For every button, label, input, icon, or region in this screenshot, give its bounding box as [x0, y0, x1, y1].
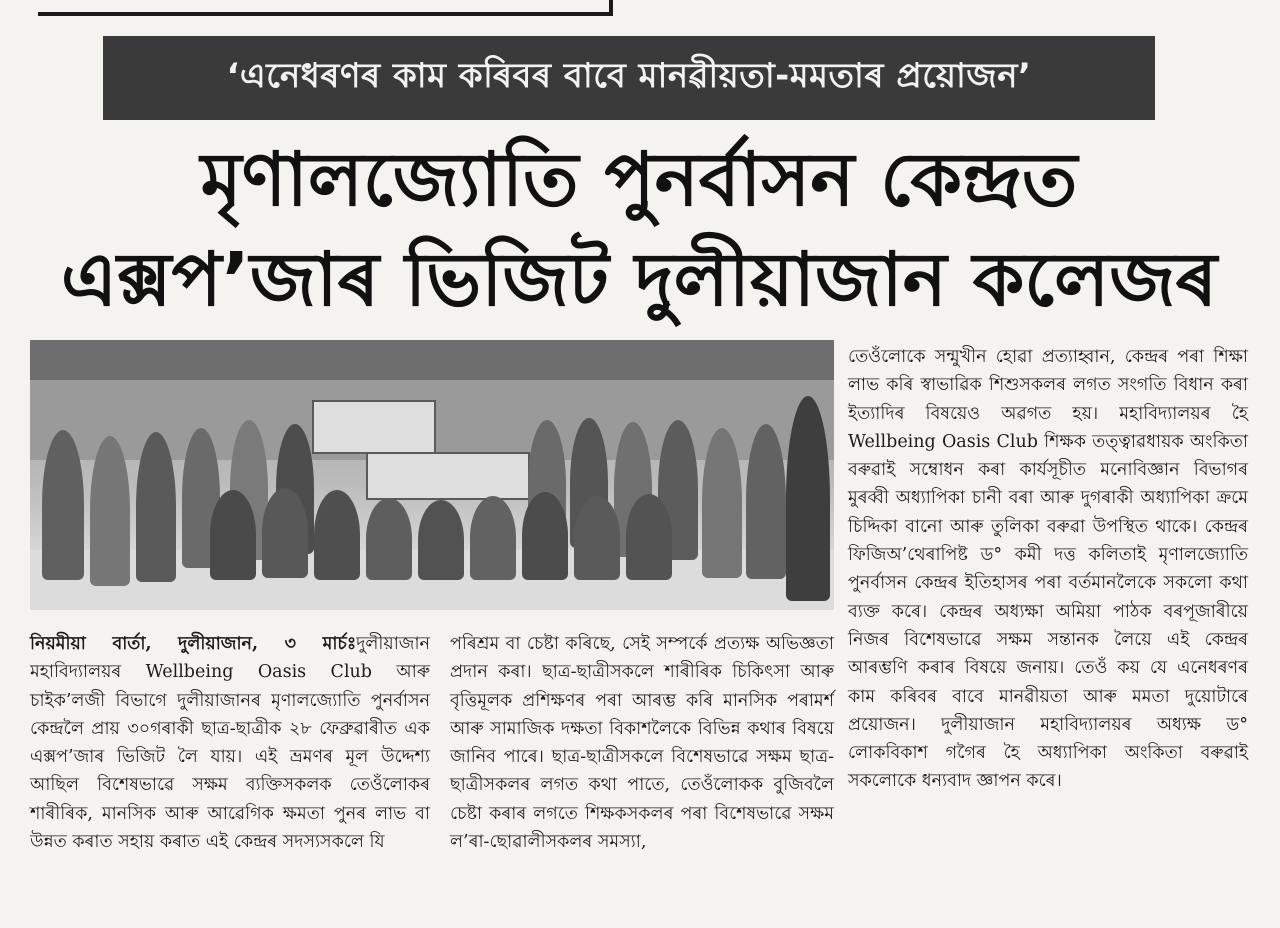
article-column-2	[450, 630, 834, 856]
photo-person-seated	[626, 494, 672, 580]
article-column-1-text: দুলীয়াজান মহাবিদ্যালয়ৰ Wellbeing Oasis Club আৰু চাইক’লজী বিভাগে দুলীয়াজানৰ মৃণালজ্যোতি পুনৰ্বাসন কেন্দ্ৰলৈ প্ৰায় ৩০গৰাকী ছাত্ৰ-ছাত্ৰীক ২৮ ফেব্ৰুৱাৰীত এক এক্সপ’জাৰ ভিজিট লৈ যায়। এই ভ্ৰমণৰ মূল উদ্দেশ্য আছিল বিশেষভাৱে সক্ষম ব্যক্তিসকলক তেওঁলোকৰ শাৰীৰিক, মানসিক আৰু আৱেগিক ক্ষমতা পুনৰ লাভ বা উন্নত কৰাত সহায় কৰাত এই কেন্দ্ৰৰ সদস্যসকলে যি	[30, 634, 430, 853]
top-rule-tick	[609, 0, 613, 16]
photo-person-seated	[366, 498, 412, 580]
photo-person	[90, 436, 130, 586]
article-dateline: নিয়মীয়া বাৰ্তা, দুলীয়াজান, ৩ মাৰ্চঃ	[30, 634, 357, 654]
article-column-3-text: তেওঁলোকে সন্মুখীন হোৱা প্ৰত্যাহ্বান, কেন্দ্ৰৰ পৰা শিক্ষা লাভ কৰি স্বাভাৱিক শিশুসকলৰ লগত সংগতি বিধান কৰা ইত্যাদিৰ বিষয়েও অৱগত হয়। মহাবিদ্যালয়ৰ হৈ Wellbeing Oasis Club শিক্ষক তত্ত্বাৱধায়ক অংকিতা বৰুৱাই সম্বোধন কৰা কাৰ্যসূচীত মনোবিজ্ঞান বিভাগৰ মুৰব্বী অধ্যাপিকা চানী বৰা আৰু দুগৰাকী অধ্যাপিকা ক্ৰমে চিদ্দিকা বানো আৰু তুলিকা বৰুৱা উপস্থিত থাকে। কেন্দ্ৰৰ ফিজিঅ’থেৰাপিষ্ট ড° কমী দত্ত কলিতাই মৃণালজ্যোতি পুনৰ্বাসন কেন্দ্ৰৰ ইতিহাসৰ পৰা বৰ্তমানলৈকে সকলো কথা ব্যক্ত কৰে। কেন্দ্ৰৰ অধ্যক্ষা অমিয়া পাঠক বৰপূজাৰীয়ে নিজৰ বিশেষভাৱে সক্ষম সন্তানক লৈয়ে এই কেন্দ্ৰৰ আৰম্ভণি কৰাৰ বিষয়ে জনায়। তেওঁ কয় যে এনেধৰণৰ কাম কৰিবৰ বাবে মানৱীয়তা আৰু মমতা দুয়োটাৰে প্ৰয়োজন। দুলীয়াজান মহাবিদ্যালয়ৰ অধ্যক্ষ ড° লোকবিকাশ গগৈৰ হৈ অধ্যাপিকা অংকিতা বৰুৱাই সকলোকে ধন্যবাদ জ্ঞাপন কৰে।	[848, 347, 1248, 792]
photo-person-seated	[262, 488, 308, 578]
photo-person-seated	[210, 490, 256, 580]
photo-person-seated	[314, 490, 360, 580]
photo-person	[42, 430, 84, 580]
group-photo	[30, 340, 834, 610]
photo-roof	[30, 340, 834, 380]
article-column-1	[30, 630, 430, 856]
photo-person	[746, 424, 786, 579]
article-column-2-text: পৰিশ্ৰম বা চেষ্টা কৰিছে, সেই সম্পৰ্কে প্ৰত্যক্ষ অভিজ্ঞতা প্ৰদান কৰা। ছাত্ৰ-ছাত্ৰীসকলে শাৰীৰিক চিকিৎসা আৰু বৃত্তিমূলক প্ৰশিক্ষণৰ পৰা আৰম্ভ কৰি মানসিক পৰামৰ্শ আৰু সামাজিক দক্ষতা বিকাশলৈকে বিভিন্ন কথাৰ বিষয়ে জানিব পাৰে। ছাত্ৰ-ছাত্ৰীসকলে বিশেষভাৱে সক্ষম ছাত্ৰ-ছাত্ৰীসকলৰ লগত কথা পাতে, তেওঁলোকক বুজিবলৈ চেষ্টা কৰাৰ লগতে শিক্ষকসকলৰ পৰা বিশেষভাৱে সক্ষম ল’ৰা-ছোৱালীসকলৰ সমস্যা,	[450, 634, 834, 853]
photo-banner-back	[312, 400, 436, 454]
headline-line-1: মৃণালজ্যোতি পুনৰ্বাসন কেন্দ্ৰত	[200, 137, 1078, 223]
kicker-text: ‘এনেধৰণৰ কাম কৰিবৰ বাবে মানৱীয়তা-মমতাৰ প্ৰয়োজন’	[226, 55, 1032, 96]
photo-person-seated	[470, 496, 516, 580]
photo-banner-front	[366, 452, 530, 500]
photo-person	[786, 396, 830, 601]
article-column-3	[848, 343, 1248, 796]
photo-person	[702, 428, 742, 578]
photo-person-seated	[522, 492, 568, 580]
photo-person	[136, 432, 176, 582]
headline-line-2: এক্সপ’জাৰ ভিজিট দুলীয়াজান কলেজৰ	[60, 237, 1218, 323]
photo-person-seated	[574, 496, 620, 580]
photo-person-seated	[418, 500, 464, 580]
top-rule	[38, 12, 612, 16]
kicker-banner	[103, 36, 1155, 120]
